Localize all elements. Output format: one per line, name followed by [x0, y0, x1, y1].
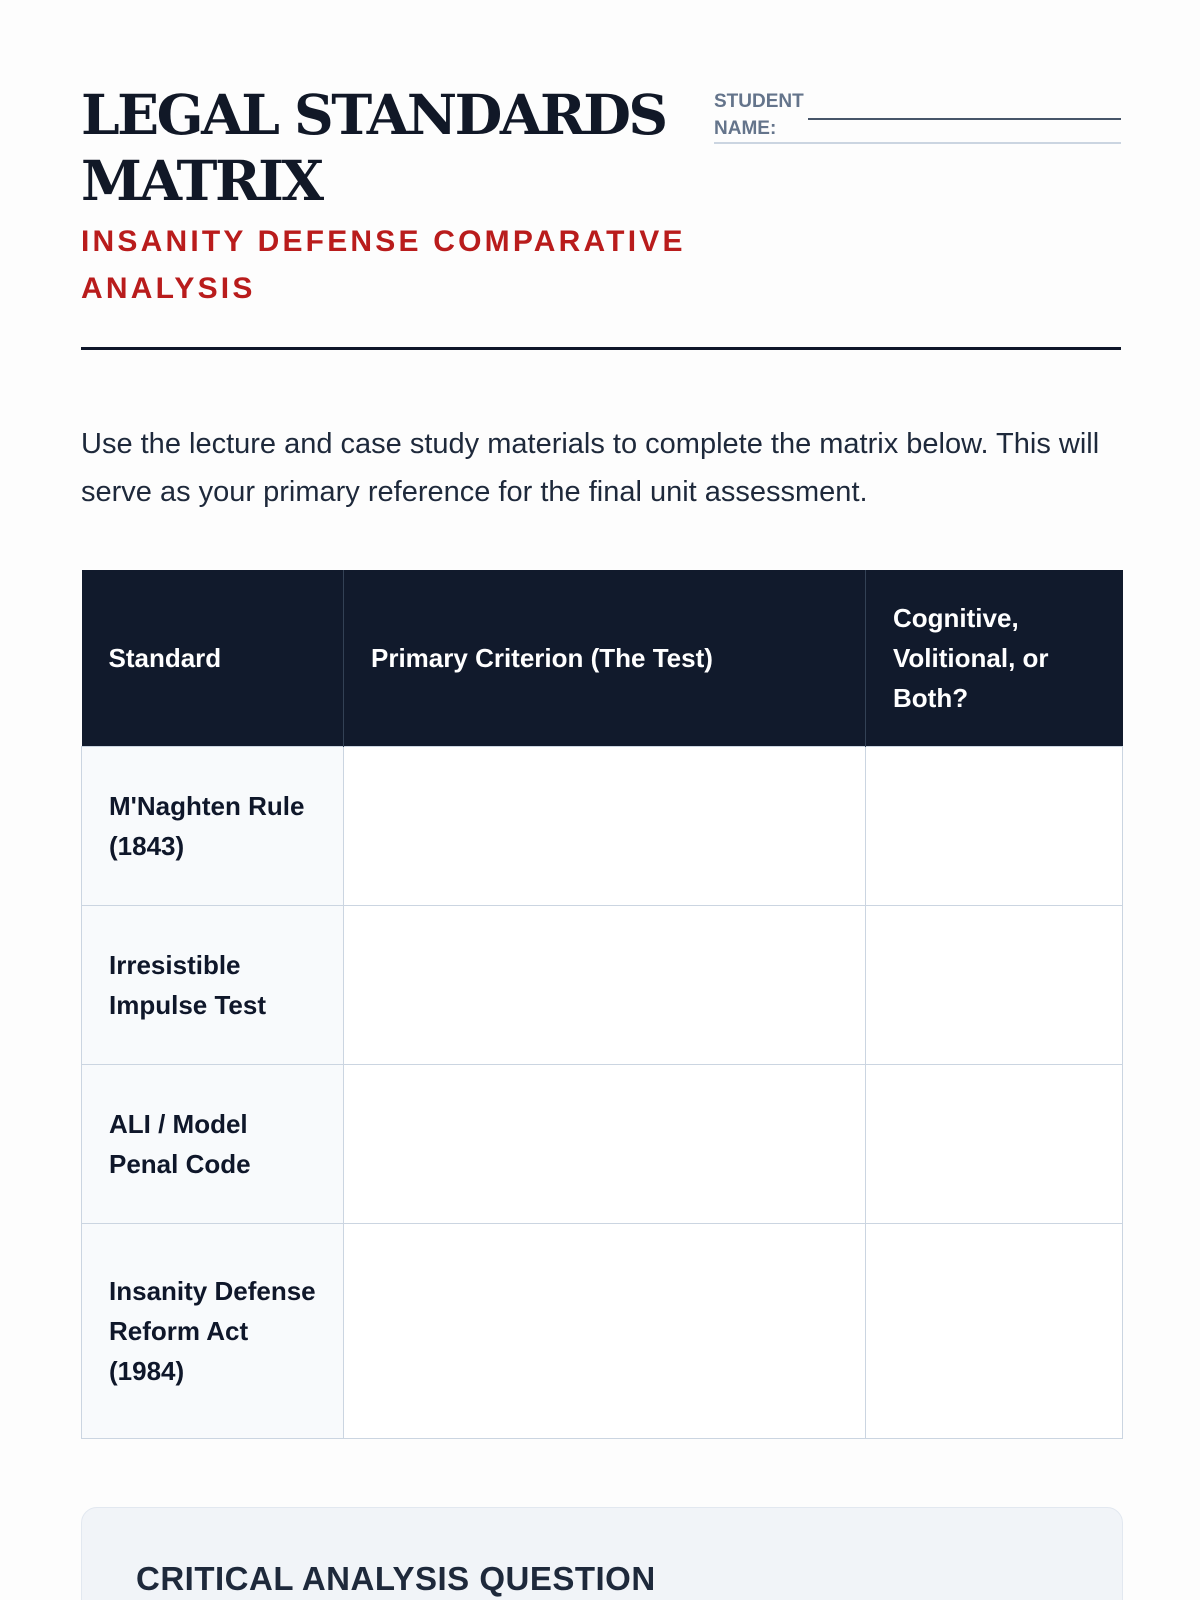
- standard-name-cell: Irresistible Impulse Test: [82, 906, 344, 1065]
- standards-matrix-table: [81, 570, 1123, 1439]
- column-header-standard: Standard: [82, 570, 344, 747]
- table-row: [82, 906, 1123, 1065]
- classification-answer-cell[interactable]: [866, 747, 1123, 906]
- criterion-answer-cell[interactable]: [344, 1224, 866, 1439]
- column-header-classification: Cognitive, Volitional, or Both?: [866, 570, 1123, 747]
- classification-answer-cell[interactable]: [866, 906, 1123, 1065]
- header-divider: [81, 347, 1121, 350]
- criterion-answer-cell[interactable]: [344, 906, 866, 1065]
- table-row: [82, 1065, 1123, 1224]
- page-title: LEGAL STANDARDS MATRIX: [81, 82, 666, 213]
- table-header-row: [82, 570, 1123, 747]
- student-name-label: STUDENT NAME:: [714, 91, 804, 139]
- table-row: [82, 1224, 1123, 1439]
- column-header-primary-criterion: Primary Criterion (The Test): [344, 570, 866, 747]
- standard-name-cell: ALI / Model Penal Code: [82, 1065, 344, 1224]
- page-subtitle: INSANITY DEFENSE COMPARATIVE ANALYSIS: [81, 225, 686, 305]
- critical-analysis-box: [81, 1507, 1123, 1600]
- classification-answer-cell[interactable]: [866, 1065, 1123, 1224]
- instructions-text: Use the lecture and case study materials to complete the matrix below. This will serve as your primary reference for the final unit assessment.: [81, 428, 1100, 508]
- standard-name-cell: Insanity Defense Reform Act (1984): [82, 1224, 344, 1439]
- student-name-field[interactable]: [808, 118, 1121, 120]
- student-name-block: [714, 88, 1121, 144]
- criterion-answer-cell[interactable]: [344, 1065, 866, 1224]
- classification-answer-cell[interactable]: [866, 1224, 1123, 1439]
- critical-analysis-title: CRITICAL ANALYSIS QUESTION: [136, 1560, 656, 1597]
- standard-name-cell: M'Naghten Rule (1843): [82, 747, 344, 906]
- criterion-answer-cell[interactable]: [344, 747, 866, 906]
- table-row: [82, 747, 1123, 906]
- worksheet-header: [81, 82, 1121, 350]
